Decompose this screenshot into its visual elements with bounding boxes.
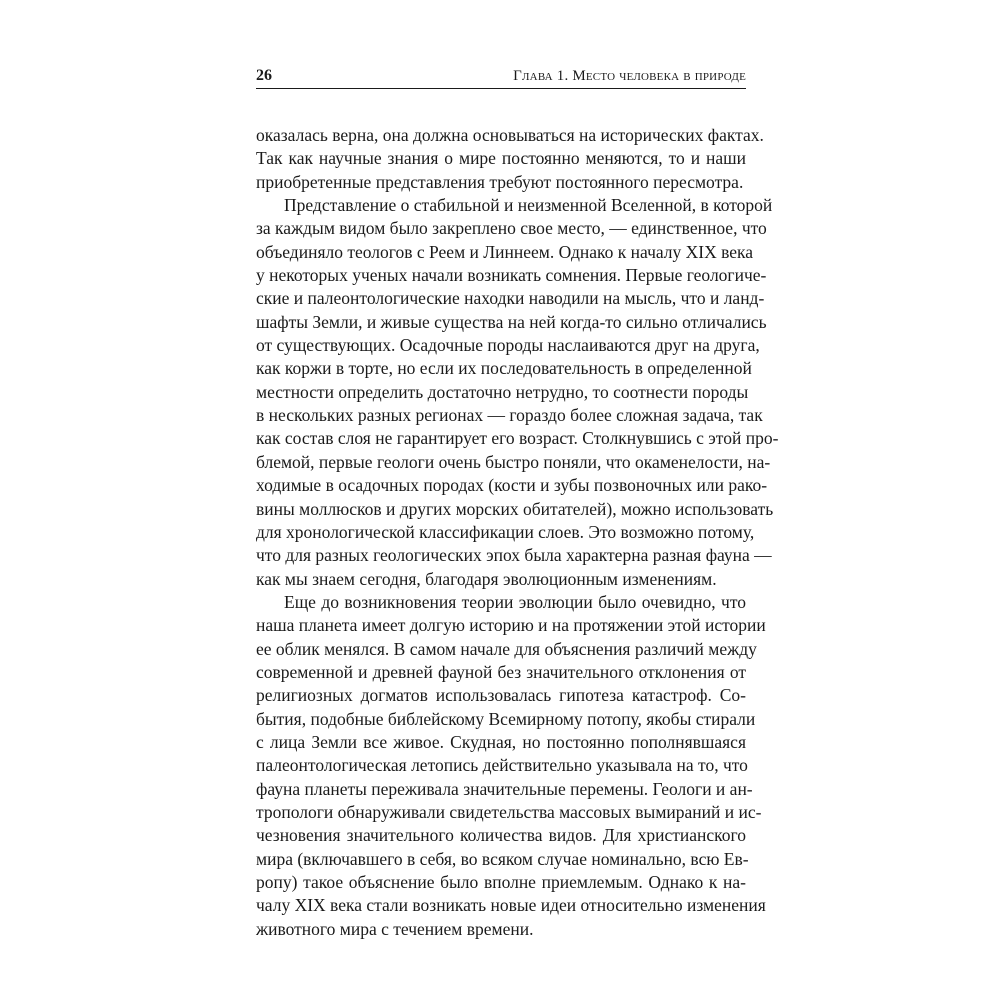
text-line: с лица Земли все живое. Скудная, но постоянно пополнявшаяся xyxy=(256,731,746,752)
text-line: шафты Земли, и живые существа на ней когда-то сильно отличались xyxy=(256,311,767,332)
body-text xyxy=(256,124,779,941)
paragraph xyxy=(256,124,764,194)
text-line: мира (включавшего в себя, во всяком случае номинально, всю Ев- xyxy=(256,848,749,869)
text-line: религиозных догматов использовалась гипотеза катастроф. Со- xyxy=(256,685,746,706)
text-line: у некоторых ученых начали возникать сомнения. Первые геологиче- xyxy=(256,265,767,286)
text-line: чезновения значительного количества видов. Для христианского xyxy=(256,825,746,846)
text-line: животного мира с течением времени. xyxy=(256,918,534,939)
text-line: за каждым видом было закреплено свое место, — единственное, что xyxy=(256,218,767,239)
text-line: чалу XIX века стали возникать новые идеи относительно изменения xyxy=(256,895,766,916)
text-line: в нескольких разных регионах — гораздо более сложная задача, так xyxy=(256,405,763,426)
text-line: блемой, первые геологи очень быстро поняли, что окаменелости, на- xyxy=(256,451,771,472)
text-line: Так как научные знания о мире постоянно меняются, то и наши xyxy=(256,148,746,169)
text-line: Представление о стабильной и неизменной Вселенной, в которой xyxy=(284,195,773,216)
book-page xyxy=(256,0,779,1000)
running-head xyxy=(256,66,746,89)
text-line: фауна планеты переживала значительные перемены. Геологи и ан- xyxy=(256,778,753,799)
text-line: объединяло теологов с Реем и Линнеем. Однако к началу XIX века xyxy=(256,241,754,262)
text-line: ские и палеонтологические находки наводили на мысль, что и ланд- xyxy=(256,288,765,309)
text-line: как коржи в торте, но если их последовательность в определенной xyxy=(256,358,752,379)
text-line: от существующих. Осадочные породы наслаиваются друг на друга, xyxy=(256,335,760,356)
text-line: что для разных геологических эпох была характерна разная фауна — xyxy=(256,545,772,566)
text-line: вины моллюсков и других морских обитателей), можно использовать xyxy=(256,498,774,519)
text-line: местности определить достаточно нетрудно, то соотнести породы xyxy=(256,381,749,402)
text-line: как состав слоя не гарантирует его возраст. Столкнувшись с этой про- xyxy=(256,428,779,449)
text-line: наша планета имеет долгую историю и на протяжении этой истории xyxy=(256,615,766,636)
page-number: 26 xyxy=(256,67,272,84)
paragraph xyxy=(256,194,779,591)
paragraph xyxy=(256,591,766,941)
text-line: для хронологической классификации слоев. Это возможно потому, xyxy=(256,521,755,542)
text-line: ропу) такое объяснение было вполне приемлемым. Однако к на- xyxy=(256,872,746,892)
text-line: палеонтологическая летопись действительно указывала на то, что xyxy=(256,755,748,776)
text-line: бытия, подобные библейскому Всемирному потопу, якобы стирали xyxy=(256,708,756,729)
text-line: Еще до возникновения теории эволюции было очевидно, что xyxy=(284,591,746,612)
text-line: ходимые в осадочных породах (кости и зубы позвоночных или рако- xyxy=(256,475,768,496)
text-line: приобретенные представления требуют постоянного пересмотра. xyxy=(256,171,744,192)
text-line: оказалась верна, она должна основываться на исторических фактах. xyxy=(256,125,764,145)
text-line: современной и древней фауной без значительного отклонения от xyxy=(256,661,746,682)
chapter-title: Глава 1. Место человека в природе xyxy=(513,68,746,84)
text-line: как мы знаем сегодня, благодаря эволюционным изменениям. xyxy=(256,568,717,589)
text-line: тропологи обнаруживали свидетельства массовых вымираний и ис- xyxy=(256,801,762,822)
text-line: ее облик менялся. В самом начале для объяснения различий между xyxy=(256,638,757,659)
